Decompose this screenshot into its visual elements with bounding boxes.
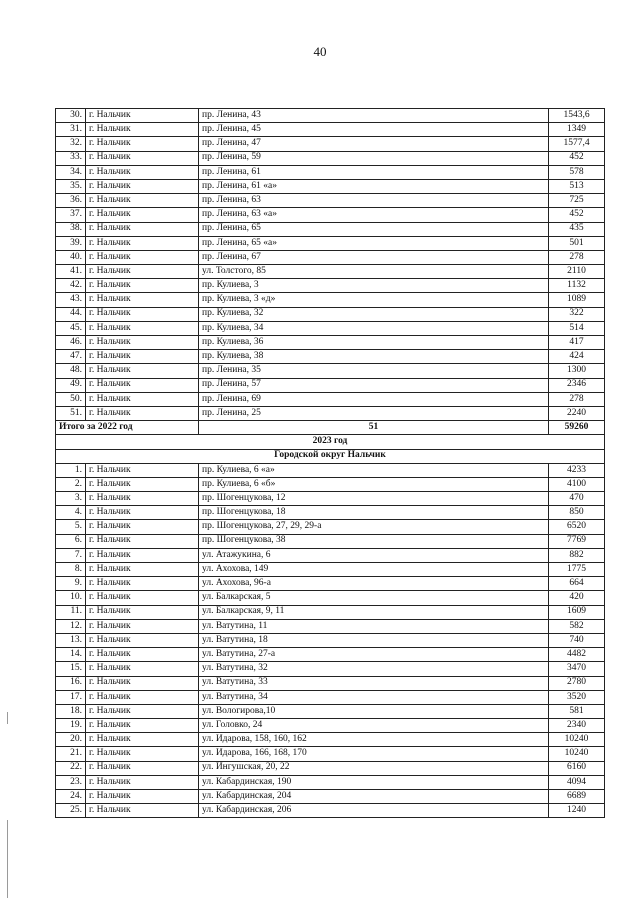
row-city: г. Нальчик [86,477,199,491]
row-city: г. Нальчик [86,364,199,378]
row-number: 24. [56,790,86,804]
row-area: 6160 [549,761,605,775]
table-row [56,165,605,179]
row-area: 664 [549,577,605,591]
row-area: 452 [549,151,605,165]
row-area: 882 [549,548,605,562]
row-area: 278 [549,250,605,264]
row-area: 2340 [549,719,605,733]
table-row [56,520,605,534]
row-number: 7. [56,548,86,562]
table-row [56,747,605,761]
row-number: 17. [56,690,86,704]
total-row-2022 [56,421,605,435]
table-row [56,279,605,293]
row-address: ул. Ватутина, 18 [199,633,549,647]
table-row [56,293,605,307]
row-number: 34. [56,165,86,179]
row-area: 1609 [549,605,605,619]
table-row [56,208,605,222]
row-number: 16. [56,676,86,690]
table-row [56,406,605,420]
row-area: 322 [549,307,605,321]
row-area: 513 [549,179,605,193]
row-address: пр. Кулиева, 6 «б» [199,477,549,491]
row-number: 2. [56,477,86,491]
row-area: 435 [549,222,605,236]
table-row [56,605,605,619]
row-number: 19. [56,719,86,733]
section-2023-headings [56,435,605,463]
row-number: 20. [56,733,86,747]
row-city: г. Нальчик [86,208,199,222]
table-row [56,534,605,548]
row-number: 32. [56,137,86,151]
row-address: пр. Ленина, 61 «а» [199,179,549,193]
row-area: 2346 [549,378,605,392]
table-row [56,194,605,208]
table-row [56,648,605,662]
row-area: 1089 [549,293,605,307]
row-area: 7769 [549,534,605,548]
row-city: г. Нальчик [86,350,199,364]
row-city: г. Нальчик [86,605,199,619]
row-city: г. Нальчик [86,222,199,236]
section-2023-rows [56,463,605,818]
row-address: пр. Ленина, 63 «а» [199,208,549,222]
row-city: г. Нальчик [86,279,199,293]
row-area: 10240 [549,747,605,761]
row-address: пр. Кулиева, 32 [199,307,549,321]
row-number: 48. [56,364,86,378]
row-city: г. Нальчик [86,563,199,577]
table-row [56,109,605,123]
row-address: пр. Ленина, 65 [199,222,549,236]
scan-margin-mark [7,712,8,724]
row-area: 4482 [549,648,605,662]
district-heading-row [56,449,605,463]
table-row [56,179,605,193]
row-area: 1240 [549,804,605,818]
table-row [56,222,605,236]
row-city: г. Нальчик [86,520,199,534]
row-area: 417 [549,336,605,350]
row-address: ул. Ватутина, 34 [199,690,549,704]
table-row [56,633,605,647]
row-number: 10. [56,591,86,605]
row-number: 36. [56,194,86,208]
row-area: 4094 [549,775,605,789]
row-address: пр. Ленина, 61 [199,165,549,179]
row-address: пр. Шогенцукова, 18 [199,506,549,520]
row-city: г. Нальчик [86,307,199,321]
table-row [56,790,605,804]
row-city: г. Нальчик [86,392,199,406]
row-city: г. Нальчик [86,690,199,704]
row-address: пр. Ленина, 67 [199,250,549,264]
row-area: 725 [549,194,605,208]
row-number: 43. [56,293,86,307]
row-number: 31. [56,123,86,137]
table-row [56,392,605,406]
total-count: 51 [199,421,549,435]
table-row [56,137,605,151]
row-area: 6689 [549,790,605,804]
row-city: г. Нальчик [86,662,199,676]
row-address: ул. Ингушская, 20, 22 [199,761,549,775]
row-area: 2110 [549,265,605,279]
table-row [56,321,605,335]
row-address: ул. Ахохова, 149 [199,563,549,577]
row-city: г. Нальчик [86,548,199,562]
table-row [56,350,605,364]
row-number: 13. [56,633,86,647]
row-address: ул. Идарова, 166, 168, 170 [199,747,549,761]
row-number: 1. [56,463,86,477]
row-area: 1543,6 [549,109,605,123]
row-number: 47. [56,350,86,364]
row-address: ул. Головко, 24 [199,719,549,733]
row-area: 3520 [549,690,605,704]
row-address: ул. Вологирова,10 [199,704,549,718]
row-number: 37. [56,208,86,222]
row-area: 1577,4 [549,137,605,151]
row-address: пр. Ленина, 63 [199,194,549,208]
row-address: пр. Шогенцукова, 38 [199,534,549,548]
table-row [56,690,605,704]
row-city: г. Нальчик [86,137,199,151]
table-row [56,733,605,747]
table-row [56,775,605,789]
row-area: 581 [549,704,605,718]
row-area: 1775 [549,563,605,577]
row-number: 4. [56,506,86,520]
table-row [56,123,605,137]
table-row [56,548,605,562]
row-area: 740 [549,633,605,647]
row-number: 46. [56,336,86,350]
row-address: ул. Ватутина, 32 [199,662,549,676]
row-address: пр. Ленина, 47 [199,137,549,151]
row-number: 5. [56,520,86,534]
row-number: 14. [56,648,86,662]
row-area: 6520 [549,520,605,534]
row-address: ул. Кабардинская, 206 [199,804,549,818]
table-row [56,563,605,577]
row-address: ул. Идарова, 158, 160, 162 [199,733,549,747]
row-number: 42. [56,279,86,293]
row-area: 578 [549,165,605,179]
row-area: 470 [549,492,605,506]
row-number: 38. [56,222,86,236]
total-label: Итого за 2022 год [56,421,199,435]
table-row [56,577,605,591]
row-number: 21. [56,747,86,761]
row-city: г. Нальчик [86,733,199,747]
row-city: г. Нальчик [86,406,199,420]
row-area: 2240 [549,406,605,420]
row-city: г. Нальчик [86,591,199,605]
row-number: 49. [56,378,86,392]
table-row [56,676,605,690]
row-city: г. Нальчик [86,336,199,350]
row-city: г. Нальчик [86,775,199,789]
row-address: пр. Кулиева, 38 [199,350,549,364]
row-city: г. Нальчик [86,790,199,804]
row-city: г. Нальчик [86,534,199,548]
row-area: 582 [549,619,605,633]
row-number: 8. [56,563,86,577]
year-heading-row [56,435,605,449]
table-row [56,265,605,279]
row-number: 40. [56,250,86,264]
scan-margin-mark [7,820,8,898]
row-number: 22. [56,761,86,775]
row-address: пр. Кулиева, 36 [199,336,549,350]
row-address: ул. Ватутина, 27-а [199,648,549,662]
row-number: 41. [56,265,86,279]
table-row [56,250,605,264]
table-row [56,804,605,818]
row-number: 11. [56,605,86,619]
row-city: г. Нальчик [86,648,199,662]
table-row [56,364,605,378]
row-address: ул. Кабардинская, 190 [199,775,549,789]
row-city: г. Нальчик [86,704,199,718]
total-area: 59260 [549,421,605,435]
table-row [56,662,605,676]
row-city: г. Нальчик [86,619,199,633]
row-city: г. Нальчик [86,265,199,279]
row-address: пр. Ленина, 69 [199,392,549,406]
table-row [56,492,605,506]
row-area: 452 [549,208,605,222]
table-row [56,704,605,718]
row-city: г. Нальчик [86,109,199,123]
row-address: ул. Балкарская, 5 [199,591,549,605]
row-area: 850 [549,506,605,520]
row-city: г. Нальчик [86,463,199,477]
row-address: пр. Кулиева, 3 «д» [199,293,549,307]
row-address: пр. Ленина, 59 [199,151,549,165]
row-city: г. Нальчик [86,492,199,506]
row-area: 278 [549,392,605,406]
row-area: 1300 [549,364,605,378]
row-address: пр. Кулиева, 3 [199,279,549,293]
row-area: 4233 [549,463,605,477]
row-city: г. Нальчик [86,761,199,775]
row-city: г. Нальчик [86,676,199,690]
table-row [56,619,605,633]
table-row [56,463,605,477]
row-address: ул. Ватутина, 33 [199,676,549,690]
table-row [56,761,605,775]
district-heading: Городской округ Нальчик [56,449,605,463]
row-number: 39. [56,236,86,250]
row-address: ул. Ахохова, 96-а [199,577,549,591]
row-address: пр. Кулиева, 6 «а» [199,463,549,477]
row-city: г. Нальчик [86,165,199,179]
table-row [56,719,605,733]
row-address: пр. Ленина, 43 [199,109,549,123]
table-row [56,336,605,350]
row-area: 2780 [549,676,605,690]
row-number: 33. [56,151,86,165]
row-number: 3. [56,492,86,506]
table-row [56,591,605,605]
row-address: пр. Ленина, 57 [199,378,549,392]
table-row [56,236,605,250]
row-number: 15. [56,662,86,676]
row-number: 12. [56,619,86,633]
row-number: 9. [56,577,86,591]
table-row [56,477,605,491]
row-city: г. Нальчик [86,321,199,335]
housing-registry-table [55,108,605,818]
row-address: пр. Ленина, 45 [199,123,549,137]
row-city: г. Нальчик [86,719,199,733]
year-heading: 2023 год [56,435,605,449]
row-address: пр. Шогенцукова, 27, 29, 29-а [199,520,549,534]
row-city: г. Нальчик [86,804,199,818]
row-area: 4100 [549,477,605,491]
row-number: 6. [56,534,86,548]
row-area: 10240 [549,733,605,747]
table-row [56,378,605,392]
row-city: г. Нальчик [86,179,199,193]
section-2022-rows [56,109,605,421]
row-city: г. Нальчик [86,633,199,647]
row-area: 3470 [549,662,605,676]
row-area: 424 [549,350,605,364]
row-city: г. Нальчик [86,378,199,392]
row-address: пр. Ленина, 35 [199,364,549,378]
row-area: 420 [549,591,605,605]
row-address: ул. Кабардинская, 204 [199,790,549,804]
table-row [56,151,605,165]
row-number: 23. [56,775,86,789]
row-address: пр. Кулиева, 34 [199,321,549,335]
row-city: г. Нальчик [86,747,199,761]
table-row [56,506,605,520]
row-city: г. Нальчик [86,236,199,250]
row-address: пр. Шогенцукова, 12 [199,492,549,506]
row-area: 1132 [549,279,605,293]
page-number: 40 [313,44,327,59]
row-city: г. Нальчик [86,123,199,137]
row-number: 51. [56,406,86,420]
row-city: г. Нальчик [86,151,199,165]
row-area: 501 [549,236,605,250]
row-number: 50. [56,392,86,406]
row-area: 1349 [549,123,605,137]
row-city: г. Нальчик [86,293,199,307]
row-city: г. Нальчик [86,250,199,264]
table-row [56,307,605,321]
row-area: 514 [549,321,605,335]
row-number: 35. [56,179,86,193]
row-city: г. Нальчик [86,506,199,520]
row-number: 44. [56,307,86,321]
row-address: пр. Ленина, 65 «а» [199,236,549,250]
row-address: ул. Толстого, 85 [199,265,549,279]
row-number: 18. [56,704,86,718]
section-2022-total [56,421,605,435]
row-city: г. Нальчик [86,194,199,208]
row-number: 45. [56,321,86,335]
row-address: ул. Ватутина, 11 [199,619,549,633]
row-city: г. Нальчик [86,577,199,591]
row-address: пр. Ленина, 25 [199,406,549,420]
row-address: ул. Балкарская, 9, 11 [199,605,549,619]
row-number: 25. [56,804,86,818]
row-address: ул. Атажукина, 6 [199,548,549,562]
row-number: 30. [56,109,86,123]
